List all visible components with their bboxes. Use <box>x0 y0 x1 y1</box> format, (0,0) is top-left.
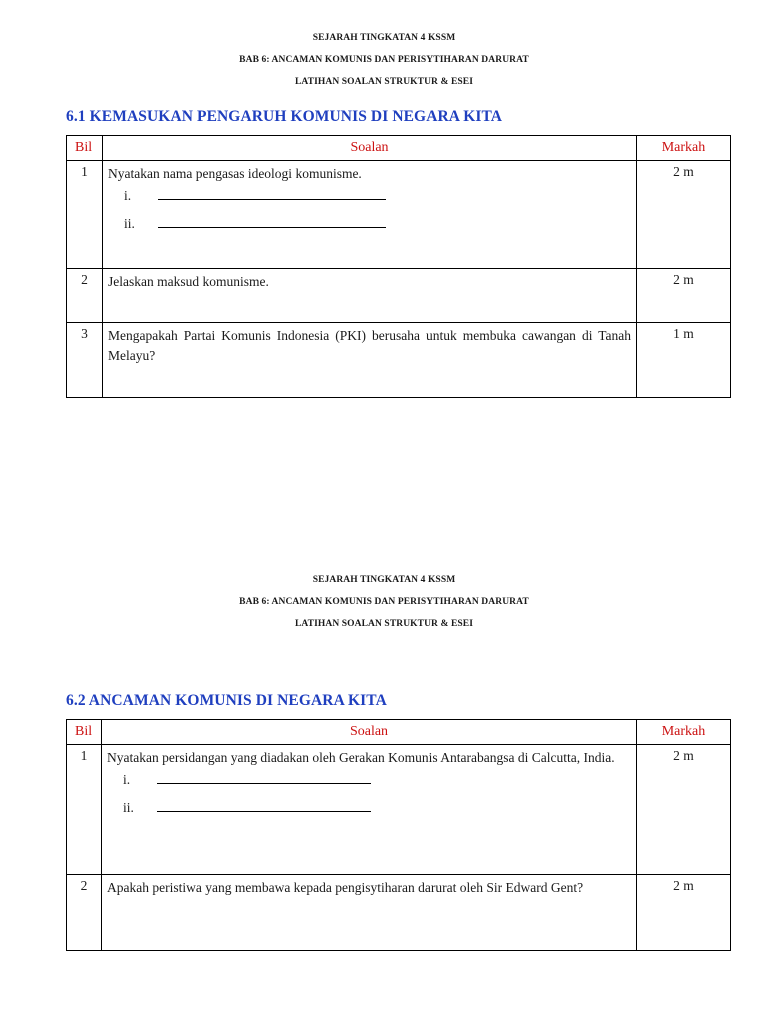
question-text: Jelaskan maksud komunisme. <box>103 269 637 323</box>
header-subject: SEJARAH TINGKATAN 4 KSSM <box>312 575 456 585</box>
answer-line[interactable] <box>123 790 631 818</box>
question-number: 1 <box>67 745 102 875</box>
worksheet-header <box>0 575 768 630</box>
section-2-title: 6.2 ANCAMAN KOMUNIS DI NEGARA KITA <box>66 692 387 709</box>
marks-cell: 2 m <box>637 269 731 323</box>
question-text: Nyatakan nama pengasas ideologi komunisme. <box>108 166 362 181</box>
answer-numeral: i. <box>124 188 132 203</box>
table-header-row <box>67 136 731 161</box>
header-chapter: BAB 6: ANCAMAN KOMUNIS DAN PERISYTIHARAN DARURAT <box>239 597 529 607</box>
column-header-soalan: Soalan <box>103 136 637 161</box>
column-header-markah: Markah <box>637 720 731 745</box>
question-number: 3 <box>67 323 103 398</box>
table-row <box>67 323 731 398</box>
answer-line[interactable] <box>123 768 631 790</box>
answer-line[interactable] <box>124 206 631 234</box>
column-header-bil: Bil <box>67 136 103 161</box>
table-header-row <box>67 720 731 745</box>
question-cell <box>102 745 637 875</box>
question-text: Nyatakan persidangan yang diadakan oleh Gerakan Komunis Antarabangsa di Calcutta, India. <box>107 750 615 765</box>
question-cell <box>103 161 637 269</box>
answer-blank[interactable] <box>158 227 386 228</box>
header-exercise: LATIHAN SOALAN STRUKTUR & ESEI <box>294 77 474 87</box>
question-number: 1 <box>67 161 103 269</box>
worksheet-header <box>0 33 768 88</box>
answer-numeral: ii. <box>124 216 135 231</box>
answer-numeral: i. <box>123 772 131 787</box>
question-table-2 <box>66 719 731 951</box>
header-exercise: LATIHAN SOALAN STRUKTUR & ESEI <box>294 619 474 629</box>
column-header-bil: Bil <box>67 720 102 745</box>
question-table-1 <box>66 135 731 398</box>
marks-cell: 1 m <box>637 323 731 398</box>
question-text: Mengapakah Partai Komunis Indonesia (PKI) berusaha untuk membuka cawangan di Tanah Melayu? <box>103 323 637 398</box>
answer-line[interactable] <box>124 184 631 206</box>
header-chapter: BAB 6: ANCAMAN KOMUNIS DAN PERISYTIHARAN DARURAT <box>239 55 529 65</box>
question-text: Apakah peristiwa yang membawa kepada pengisytiharan darurat oleh Sir Edward Gent? <box>102 875 637 951</box>
answer-numeral: ii. <box>123 800 134 815</box>
marks-cell: 2 m <box>637 161 731 269</box>
table-row <box>67 161 731 269</box>
question-number: 2 <box>67 875 102 951</box>
table-row <box>67 269 731 323</box>
marks-cell: 2 m <box>637 745 731 875</box>
answer-blank[interactable] <box>157 811 371 812</box>
answer-blank[interactable] <box>157 783 371 784</box>
marks-cell: 2 m <box>637 875 731 951</box>
question-number: 2 <box>67 269 103 323</box>
header-subject: SEJARAH TINGKATAN 4 KSSM <box>312 33 456 43</box>
table-row <box>67 745 731 875</box>
column-header-soalan: Soalan <box>102 720 637 745</box>
answer-blank[interactable] <box>158 199 386 200</box>
table-row <box>67 875 731 951</box>
column-header-markah: Markah <box>637 136 731 161</box>
section-1-title: 6.1 KEMASUKAN PENGARUH KOMUNIS DI NEGARA KITA <box>66 108 503 125</box>
